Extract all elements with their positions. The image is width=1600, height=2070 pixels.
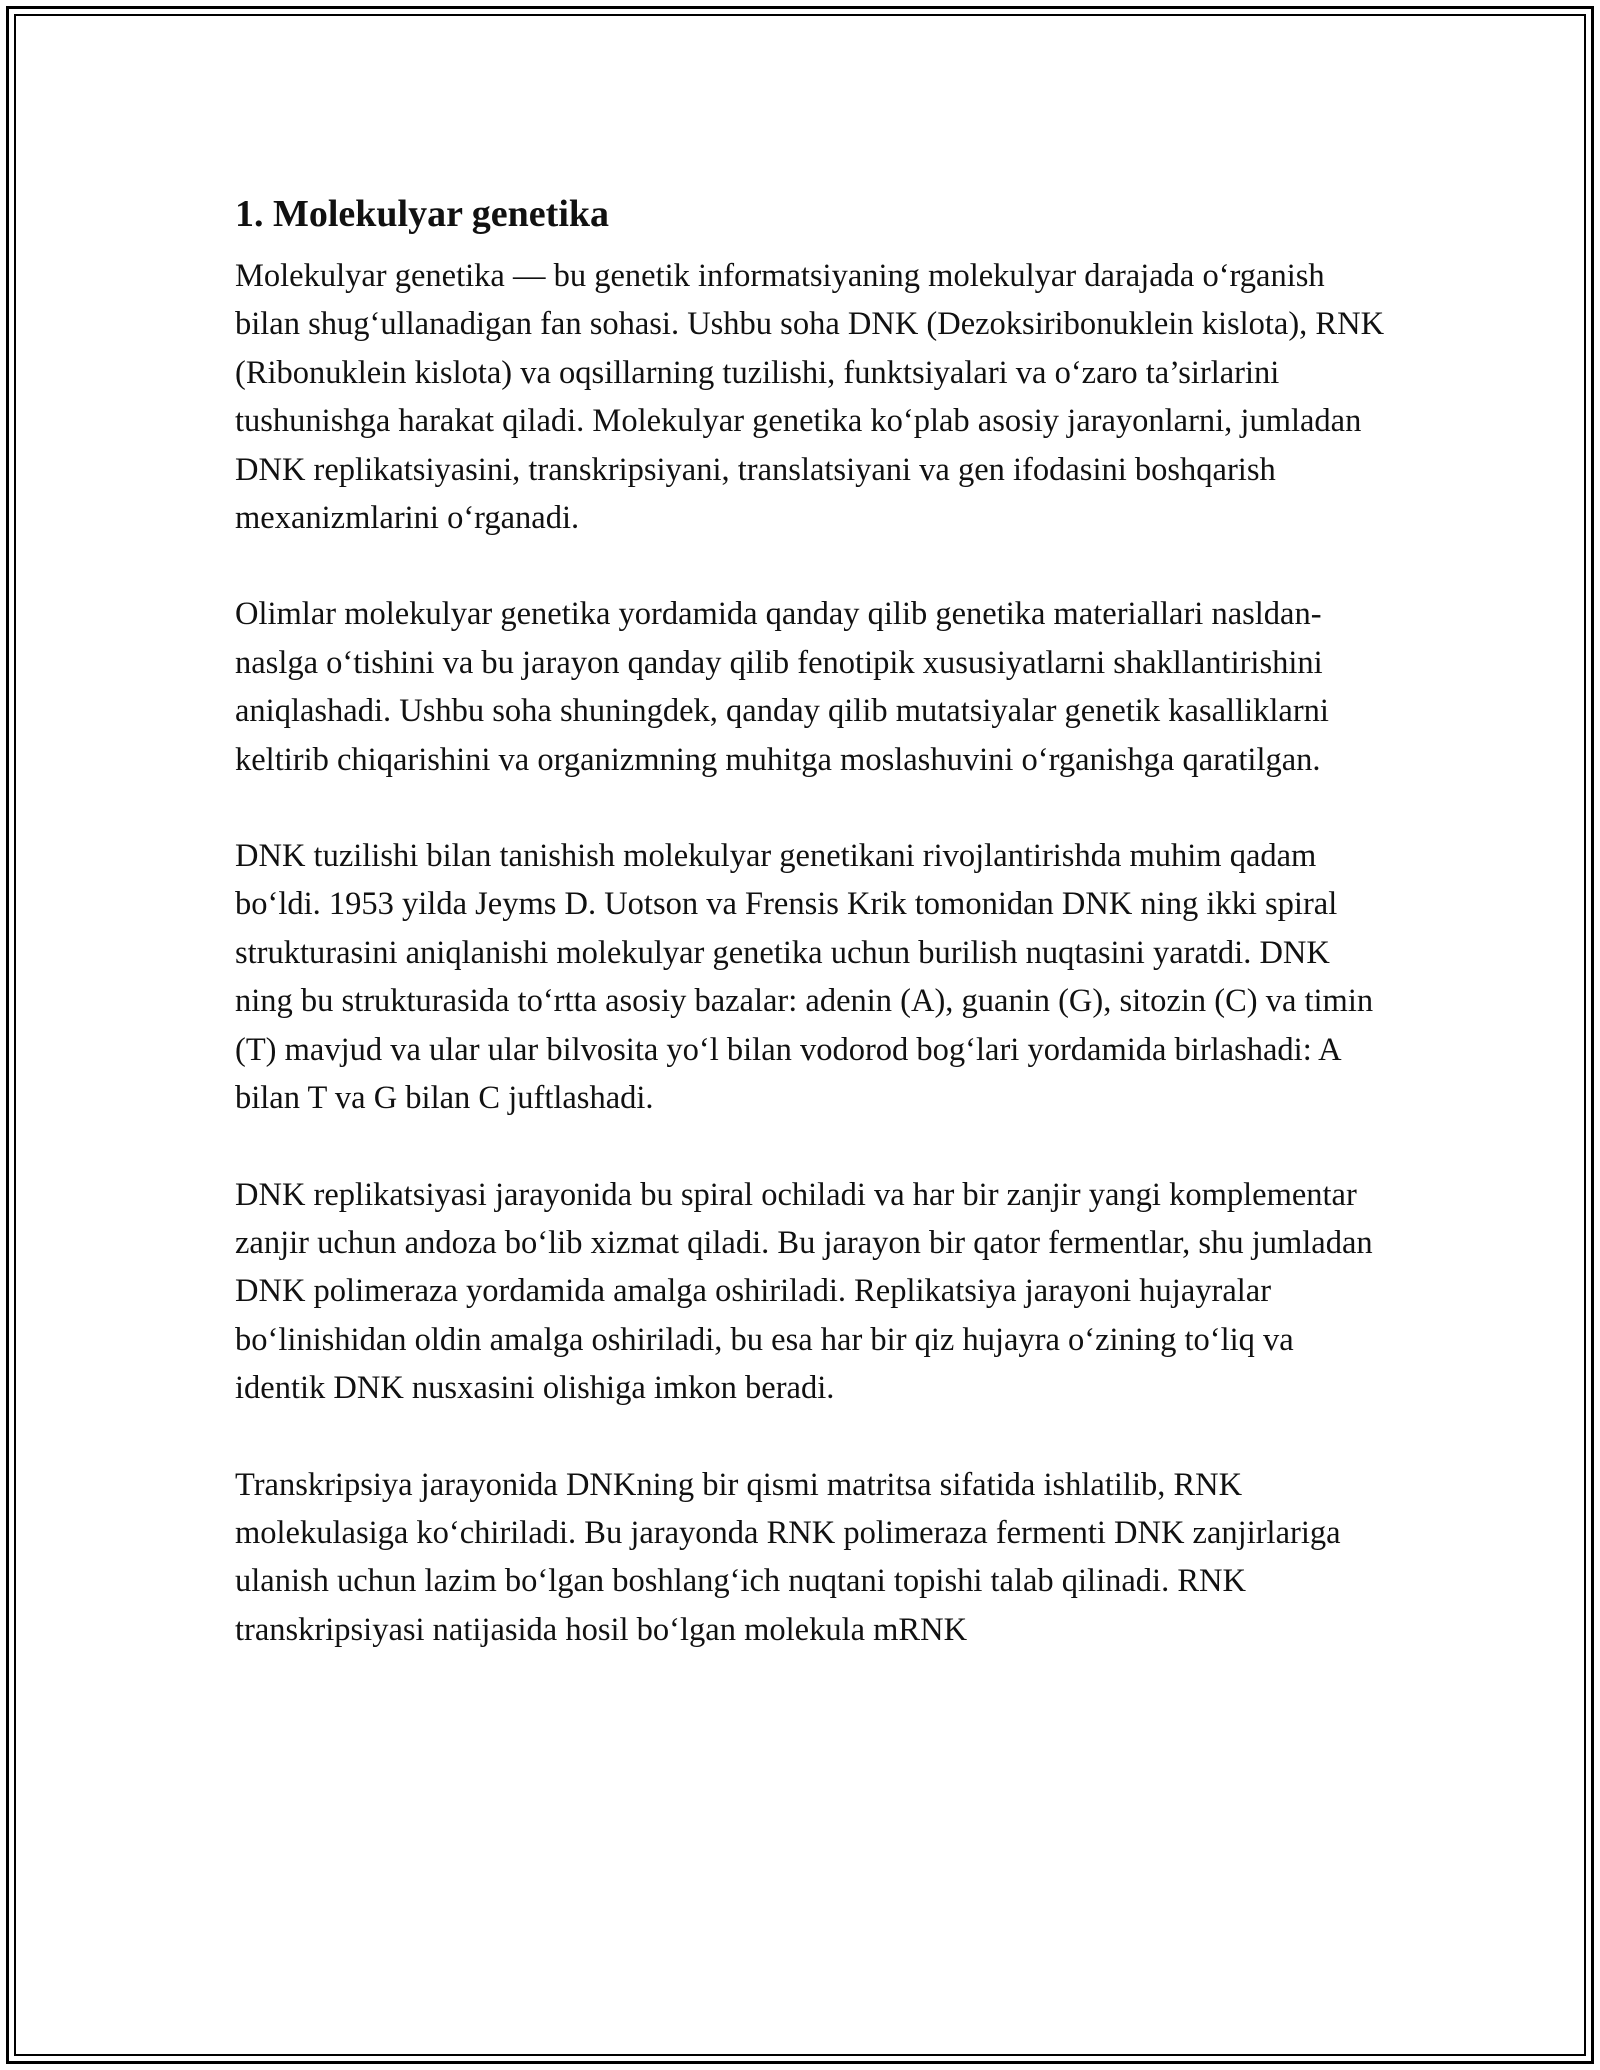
paragraph-heredity: Olimlar molekulyar genetika yordamida qanday qilib genetika materiallari nasldan-naslga o‘tishini va bu jarayon qanday qilib fenotipik xususiyatlarni shakllantirishini aniqlashadi. Ushbu soha shuningdek, qanday qilib mutatsiyalar genetik kasalliklarni keltirib chiqarishini va organizmning muhitga moslashuvini o‘rganishga qaratilgan. — [235, 596, 1329, 778]
paragraph-transcription: Transkripsiya jarayonida DNKning bir qismi matritsa sifatida ishlatilib, RNK molekulasiga ko‘chiriladi. Bu jarayonda RNK polimeraza fermenti DNK zanjirlariga ulanish uchun lazim bo‘lgan boshlang‘ich nuqtani topishi talab qilinadi. RNK transkripsiyasi natijasida hosil bo‘lgan molekula mRNK — [235, 1466, 1341, 1648]
paragraph-intro: Molekulyar genetika — bu genetik informatsiyaning molekulyar darajada o‘rganish bilan shug‘ullanadigan fan sohasi. Ushbu soha DNK (Dezoksiribonuklein kislota), RNK (Ribonuklein kislota) va oqsillarning tuzilishi, funktsiyalari va o‘zaro ta’sirlarini tushunishga harakat qiladi. Molekulyar genetika ko‘plab asosiy jarayonlarni, jumladan DNK replikatsiyasini, transkripsiyani, translatsiyani va gen ifodasini boshqarish mexanizmlarini o‘rganadi. — [235, 258, 1385, 537]
paragraph-replication: DNK replikatsiyasi jarayonida bu spiral ochiladi va har bir zanjir yangi komplementar zanjir uchun andoza bo‘lib xizmat qiladi. Bu jarayon bir qator fermentlar, shu jumladan DNK polimeraza yordamida amalga oshiriladi. Replikatsiya jarayoni hujayralar bo‘linishidan oldin amalga oshiriladi, bu esa har bir qiz hujayra o‘zining to‘liq va identik DNK nusxasini olishiga imkon beradi. — [235, 1176, 1373, 1407]
section-heading: 1. Molekulyar genetika — [235, 193, 610, 235]
document-body — [235, 186, 1385, 1702]
paragraph-dna-structure: DNK tuzilishi bilan tanishish molekulyar genetikani rivojlantirishda muhim qadam bo‘ldi. 1953 yilda Jeyms D. Uotson va Frensis Krik tomonidan DNK ning ikki spiral strukturasini aniqlanishi molekulyar genetika uchun burilish nuqtasini yaratdi. DNK ning bu strukturasida to‘rtta asosiy bazalar: adenin (A), guanin (G), sitozin (C) va timin (T) mavjud va ular ular bilvosita yo‘l bilan vodorod bog‘lari yordamida birlashadi: A bilan T va G bilan C juftlashadi. — [235, 838, 1374, 1117]
